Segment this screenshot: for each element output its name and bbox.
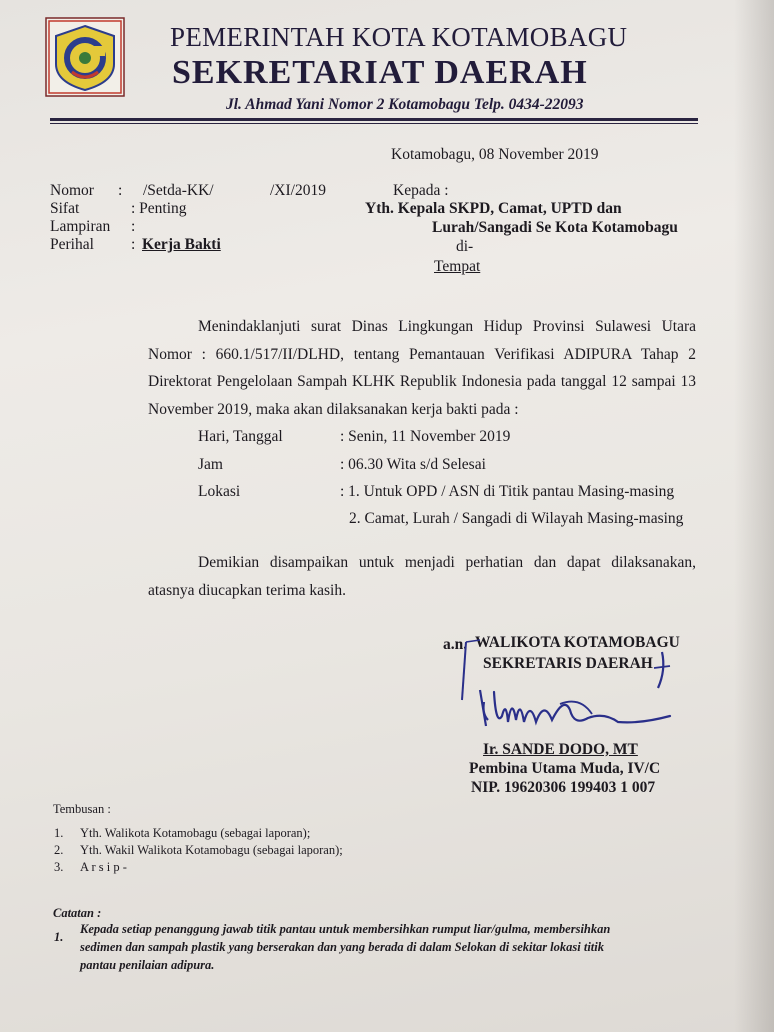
lampiran-value: : xyxy=(131,218,136,235)
nomor-value-suffix: /XI/2019 xyxy=(270,182,326,199)
body-paragraph-1: Menindaklanjuti surat Dinas Lingkungan Hidup Provinsi Sulawesi Utara Nomor : 660.1/517/II/DLHD, tentang Pemantauan Verifikasi ADIPURA Tahap 2 Direktorat Pengelolaan Sampah KLHK Republik Indonesia pada tanggal 12 sampai 13 November 2019, maka akan dilaksanakan kerja bakti pada : xyxy=(148,318,696,418)
recipient-line1: Yth. Kepala SKPD, Camat, UPTD dan xyxy=(365,200,622,217)
recipient-line2: Lurah/Sangadi Se Kota Kotamobagu xyxy=(432,219,678,236)
signatory-nip: NIP. 19620306 199403 1 007 xyxy=(471,779,656,796)
letter-date: Kotamobagu, 08 November 2019 xyxy=(391,146,599,163)
catatan-num: 1. xyxy=(54,930,64,944)
detail-label-hari: Hari, Tanggal xyxy=(198,428,283,445)
tembusan-item-2: Yth. Wakil Walikota Kotamobagu (sebagai laporan); xyxy=(80,843,343,857)
recipient-di: di- xyxy=(456,238,474,255)
tembusan-num-3: 3. xyxy=(54,860,64,874)
detail-label-lokasi: Lokasi xyxy=(198,483,241,500)
closing-paragraph: Demikian disampaikan untuk menjadi perhatian dan dapat dilaksanakan, atasnya diucapkan terima kasih. xyxy=(148,554,696,599)
detail-value-hari: : Senin, 11 November 2019 xyxy=(340,428,511,445)
signature-an-prefix: a.n. xyxy=(443,636,468,653)
catatan-line-3: pantau penilaian adipura. xyxy=(80,958,215,972)
perihal-label: Perihal xyxy=(50,236,94,253)
perihal-value: Kerja Bakti xyxy=(142,236,221,253)
catatan-line-2: sedimen dan sampah plastik yang berserakan dan yang berada di dalam Selokan di sekitar lokasi titik xyxy=(80,940,605,954)
letterhead-secretariat: SEKRETARIAT DAERAH xyxy=(172,54,588,91)
letterhead-address: Jl. Ahmad Yani Nomor 2 Kotamobagu Telp. 0434-22093 xyxy=(226,96,584,113)
nomor-colon: : xyxy=(118,182,123,199)
letterhead-rule-thin xyxy=(50,123,698,124)
recipient-kepada: Kepada : xyxy=(393,182,449,199)
catatan-heading: Catatan : xyxy=(53,906,102,920)
recipient-tempat: Tempat xyxy=(434,258,481,275)
handwritten-signature xyxy=(440,630,710,750)
signature-title-1: WALIKOTA KOTAMOBAGU xyxy=(475,634,680,651)
tembusan-num-1: 1. xyxy=(54,826,64,840)
page-shadow xyxy=(734,0,774,1032)
signatory-rank: Pembina Utama Muda, IV/C xyxy=(469,760,661,777)
perihal-colon: : xyxy=(131,236,136,253)
catatan-line-1: Kepada setiap penanggung jawab titik pantau untuk membersihkan rumput liar/gulma, membersihkan xyxy=(80,922,611,936)
letterhead-government: PEMERINTAH KOTA KOTAMOBAGU xyxy=(170,22,628,52)
tembusan-item-3: A r s i p - xyxy=(80,860,127,874)
sifat-value: : Penting xyxy=(131,200,187,217)
lampiran-label: Lampiran xyxy=(50,218,111,235)
nomor-label: Nomor xyxy=(50,182,94,199)
tembusan-num-2: 2. xyxy=(54,843,64,857)
letterhead-rule-thick xyxy=(50,118,698,121)
signature-title-2: SEKRETARIS DAERAH xyxy=(483,655,653,672)
sifat-label: Sifat xyxy=(50,200,80,217)
detail-label-jam: Jam xyxy=(198,456,223,473)
detail-value-lokasi: : 1. Untuk OPD / ASN di Titik pantau Masing-masing xyxy=(340,483,675,500)
detail-lokasi-item-2: 2. Camat, Lurah / Sangadi di Wilayah Masing-masing xyxy=(349,510,684,527)
tembusan-item-1: Yth. Walikota Kotamobagu (sebagai laporan); xyxy=(80,826,311,840)
nomor-value: /Setda-KK/ xyxy=(143,182,214,199)
tembusan-heading: Tembusan : xyxy=(53,802,111,816)
kotamobagu-crest-icon xyxy=(44,16,126,98)
signatory-name: Ir. SANDE DODO, MT xyxy=(483,741,638,758)
detail-value-jam: : 06.30 Wita s/d Selesai xyxy=(340,456,486,473)
